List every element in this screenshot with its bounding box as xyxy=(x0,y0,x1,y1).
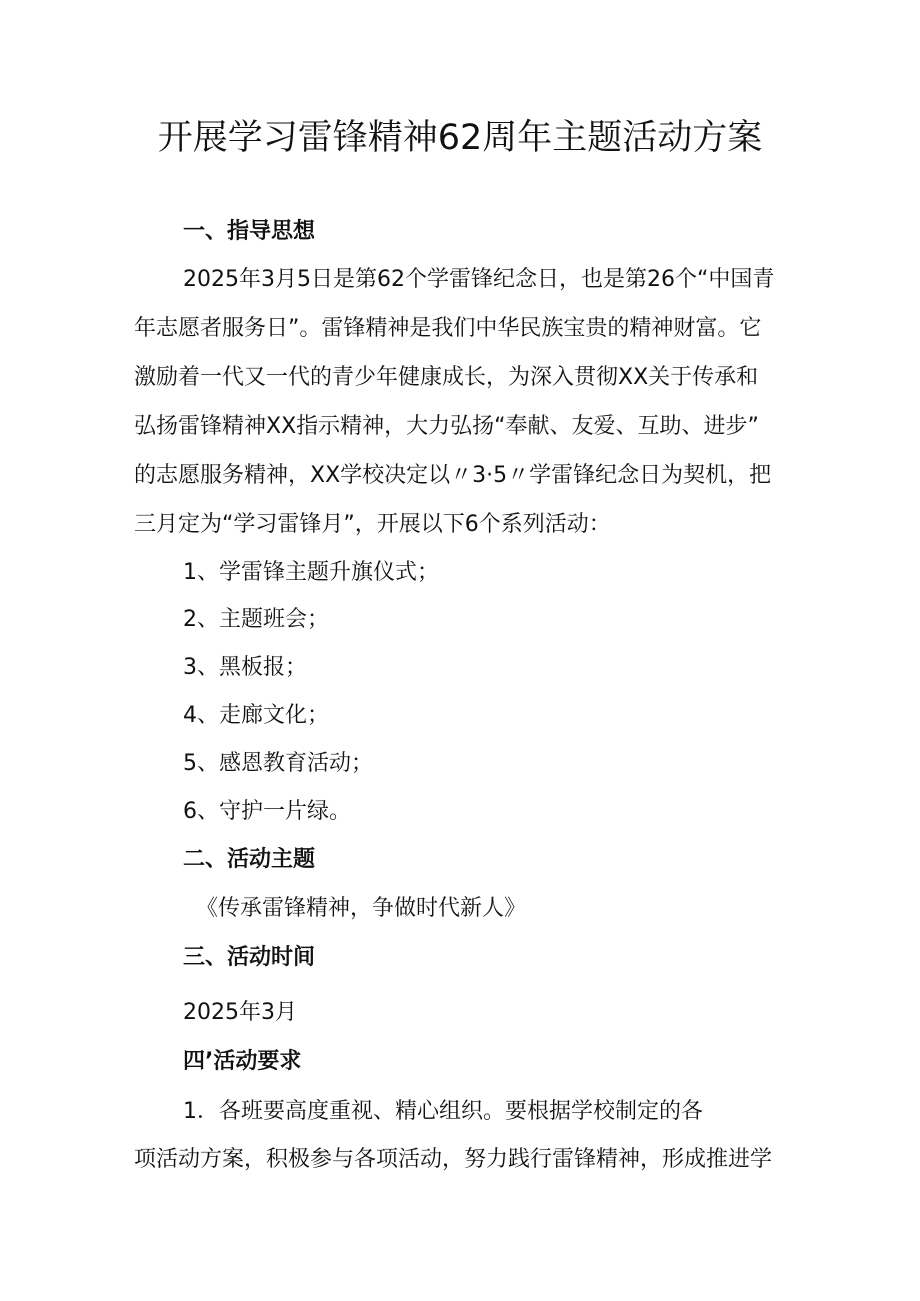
section-heading-activity-requirements: 四’活动要求 xyxy=(183,1049,302,1074)
activity-list-item: 5、感恩教育活动； xyxy=(183,751,373,776)
paragraph-line: 1．各班要高度重视、精心组织。要根据学校制定的各 xyxy=(183,1099,703,1124)
paragraph-line: 2025年3月5日是第62个学雷锋纪念日，也是第26个“中国青 xyxy=(183,267,775,292)
activity-list-item: 4、走廊文化； xyxy=(183,703,329,728)
section-heading-guiding-ideology: 一、指导思想 xyxy=(183,219,316,244)
activity-time-text: 2025年3月 xyxy=(183,1000,297,1025)
paragraph-line: 弘扬雷锋精神XX指示精神，大力弘扬“奉献、友爱、互助、进步” xyxy=(134,414,759,439)
paragraph-line: 项活动方案，积极参与各项活动，努力践行雷锋精神，形成推进学 xyxy=(134,1147,773,1172)
document-title: 开展学习雷锋精神62周年主题活动方案 xyxy=(157,118,763,158)
paragraph-line: 激励着一代又一代的青少年健康成长，为深入贯彻XX关于传承和 xyxy=(134,365,759,390)
section-heading-activity-theme: 二、活动主题 xyxy=(183,847,316,872)
activity-list-item: 2、主题班会； xyxy=(183,607,329,632)
paragraph-line: 年志愿者服务日”。雷锋精神是我们中华民族宝贵的精神财富。它 xyxy=(134,316,762,341)
section-heading-activity-time: 三、活动时间 xyxy=(183,945,316,970)
activity-theme-text: 《传承雷锋精神，争做时代新人》 xyxy=(196,896,527,921)
paragraph-line: 三月定为“学习雷锋月”，开展以下6个系列活动： xyxy=(134,512,611,537)
activity-list-item: 6、守护一片绿。 xyxy=(183,799,351,824)
activity-list-item: 3、黑板报； xyxy=(183,655,307,680)
paragraph-line: 的志愿服务精神，XX学校决定以〃3·5〃学雷锋纪念日为契机，把 xyxy=(134,463,772,488)
activity-list-item: 1、学雷锋主题升旗仪式； xyxy=(183,560,439,585)
